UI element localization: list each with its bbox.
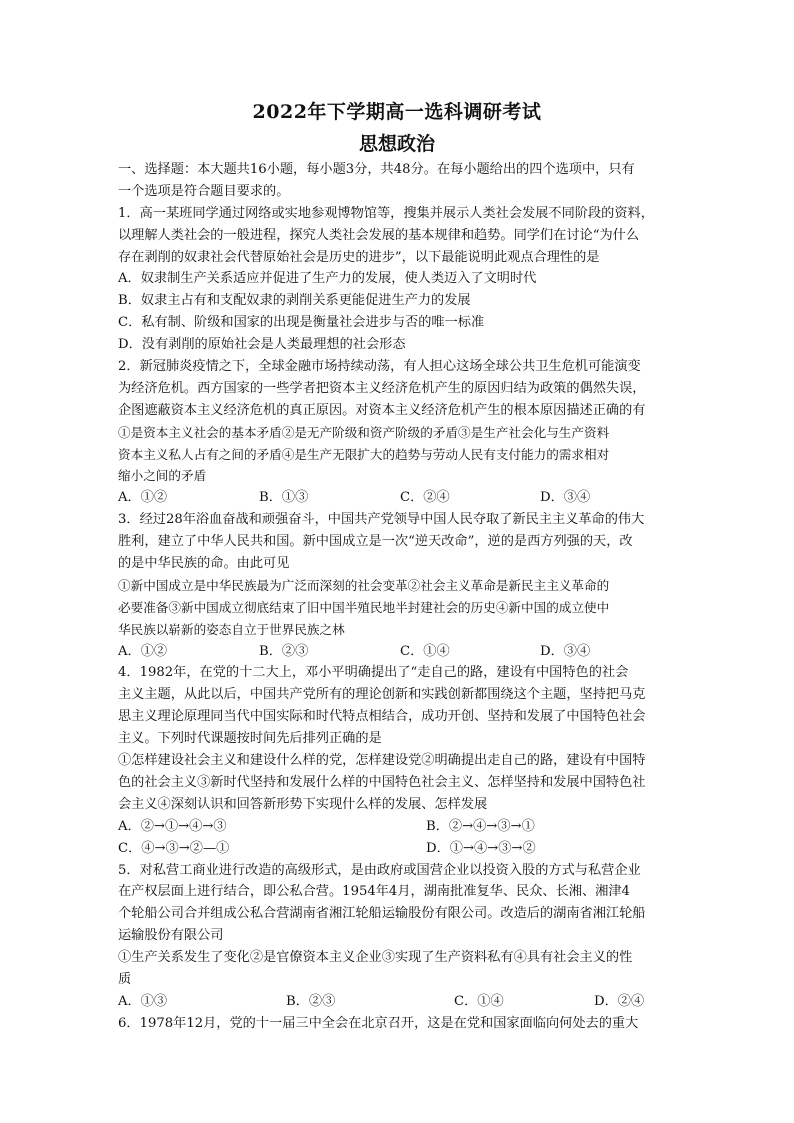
q4-stem-line: 思主义理论原理同当代中国实际和时代特点相结合，成功开创、坚持和发展了中国特色社会 [118, 709, 646, 725]
q3-option-c: C．①④ [400, 643, 450, 659]
q4-item-line: 色的社会主义③新时代坚持和发展什么样的中国特色社会主义、怎样坚持和发展中国特色社 [118, 774, 646, 790]
q4-option-d: D．①→④→③→② [426, 840, 536, 856]
q5-stem-line: 个轮船公司合并组成公私合营湖南省湘江轮船运输股份有限公司。改造后的湖南省湘江轮船 [118, 906, 646, 922]
q1-stem-line: 存在剥削的奴隶社会代替原始社会是历史的进步”，以下最能说明此观点合理性的是 [118, 249, 600, 265]
q4-stem-line: 4．1982年，在党的十二大上，邓小平明确提出了“走自己的路，建设有中国特色的社会 [118, 665, 629, 681]
q5-option-b: B．②③ [286, 993, 336, 1009]
q3-item-line: 必要准备③新中国成立彻底结束了旧中国半殖民地半封建社会的历史④新中国的成立使中 [118, 599, 610, 615]
q1-stem-line: 以理解人类社会的一般进程，探究人类社会发展的基本规律和趋势。同学们在讨论“为什么 [118, 227, 640, 243]
q3-stem-line: 3．经过28年浴血奋战和顽强奋斗，中国共产党领导中国人民夺取了新民主主义革命的伟大 [118, 512, 645, 528]
q3-option-a: A．①② [118, 643, 168, 659]
q2-stem-line: 2．新冠肺炎疫情之下，全球金融市场持续动荡，有人担心这场全球公共卫生危机可能演变 [118, 359, 641, 375]
exam-subject: 思想政治 [358, 133, 435, 155]
q5-item-line: ①生产关系发生了变化②是官僚资本主义企业③实现了生产资料私有④具有社会主义的性 [118, 950, 633, 966]
q1-option-a: A．奴隶制生产关系适应并促进了生产力的发展，使人类迈入了文明时代 [118, 271, 537, 287]
q3-item-line: ①新中国成立是中华民族最为广泛而深刻的社会变革②社会主义革命是新民主主义革命的 [118, 577, 610, 593]
q5-option-a: A．①③ [118, 993, 168, 1009]
q2-option-d: D．③④ [540, 490, 591, 506]
q3-option-b: B．②③ [259, 643, 309, 659]
q1-option-d: D．没有剥削的原始社会是人类最理想的社会形态 [118, 337, 406, 353]
q4-options-row [118, 838, 678, 860]
q2-option-b: B．①③ [259, 490, 309, 506]
q5-stem-line: 5．对私营工商业进行改造的高级形式，是由政府或国营企业以投资入股的方式与私营企业 [118, 862, 641, 878]
q4-option-a: A．②→①→④→③ [118, 818, 227, 834]
q2-option-a: A．①② [118, 490, 168, 506]
q2-item-line: 缩小之间的矛盾 [118, 468, 207, 484]
q2-option-c: C．②④ [400, 490, 450, 506]
q4-stem-line: 主义。下列时代课题按时间先后排列正确的是 [118, 731, 382, 747]
q4-item-line: ①怎样建设社会主义和建设什么样的党，怎样建设党②明确提出走自己的路，建设有中国特 [118, 753, 646, 769]
q3-options [118, 641, 678, 663]
q1-stem-line: 1．高一某班同学通过网络或实地参观博物馆等，搜集并展示人类社会发展不同阶段的资料， [118, 205, 654, 221]
q4-options-row [118, 816, 678, 838]
q5-options [118, 991, 678, 1013]
q6-stem-line: 6．1978年12月，党的十一届三中全会在北京召开，这是在党和国家面临向何处去的重大 [118, 1015, 639, 1031]
q2-stem-line: 企图遮蔽资本主义经济危机的真正原因。对资本主义经济危机产生的根本原因描述正确的有 [118, 402, 646, 418]
q3-stem-line: 的是中华民族的命。由此可见 [118, 556, 290, 572]
section-instruction-line: 一个选项是符合题目要求的。 [118, 183, 290, 199]
q2-item-line: ①是资本主义社会的基本矛盾②是无产阶级和资产阶级的矛盾③是生产社会化与生产资料 [118, 424, 610, 440]
q4-item-line: 会主义④深刻认识和回答新形势下实现什么样的发展、怎样发展 [118, 796, 488, 812]
q3-stem-line: 胜利，建立了中华人民共和国。新中国成立是一次“逆天改命”，逆的是西方列强的天，改 [118, 534, 633, 550]
q5-stem-line: 在产权层面上进行结合，即公私合营。1954年4月，湖南批准复华、民众、长湘、湘津4 [118, 884, 630, 900]
q5-option-c: C．①④ [454, 993, 504, 1009]
q4-stem-line: 主义主题，从此以后，中国共产党所有的理论创新和实践创新都围绕这个主题，坚持把马克 [118, 687, 646, 703]
q2-item-line: 资本主义私人占有之间的矛盾④是生产无限扩大的趋势与劳动人民有支付能力的需求相对 [118, 446, 610, 462]
section-instruction-line: 一、选择题：本大题共16小题，每小题3分，共48分。在每小题给出的四个选项中，只有 [118, 162, 635, 177]
q5-option-d: D．②④ [594, 993, 645, 1009]
exam-content [118, 159, 678, 1035]
q5-item-line: 质 [118, 971, 132, 987]
q4-option-b: B．②→④→③→① [426, 818, 535, 834]
q1-option-c: C．私有制、阶级和国家的出现是衡量社会进步与否的唯一标准 [118, 315, 485, 331]
q3-option-d: D．③④ [540, 643, 591, 659]
q5-stem-line: 运输股份有限公司 [118, 928, 224, 944]
q2-options [118, 487, 678, 509]
q4-option-c: C．④→③→②—① [118, 840, 230, 856]
q2-stem-line: 为经济危机。西方国家的一些学者把资本主义经济危机产生的原因归结为政策的偶然失误， [118, 380, 646, 396]
q3-item-line: 华民族以崭新的姿态自立于世界民族之林 [118, 621, 345, 637]
exam-title: 2022年下学期高一选科调研考试 [252, 101, 542, 123]
q1-option-b: B．奴隶主占有和支配奴隶的剥削关系更能促进生产力的发展 [118, 293, 471, 309]
